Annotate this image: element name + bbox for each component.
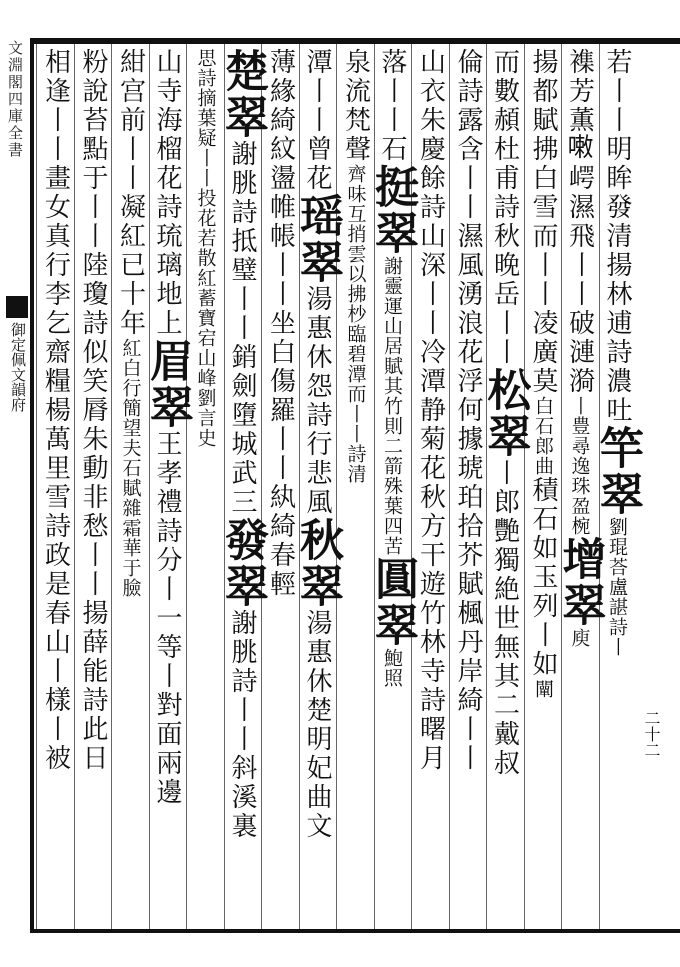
page-margin — [0, 0, 30, 967]
margin-subtitle: 御定佩文韻府 — [9, 322, 27, 412]
text-segment: 闡 — [532, 679, 554, 699]
entry-headword: 秋翠 — [292, 517, 343, 609]
text-segment: 謝朓詩抵璧丨丨銷劍墮城武三 — [227, 140, 257, 517]
text-column — [411, 48, 449, 926]
text-segment: 思詩摘葉疑丨丨投花若散紅 — [194, 48, 217, 288]
text-segment: 泉流梵聲 — [340, 48, 371, 164]
text-segment: 王孝禮詩分丨一等丨對面兩邊 — [152, 430, 182, 807]
text-segment: 湯惠休怨詩行悲風 — [302, 285, 332, 517]
text-segment: 蓄寶宕山峰劉言史 — [194, 288, 217, 448]
text-column — [261, 48, 299, 926]
text-segment: 庾 — [568, 628, 591, 648]
text-segment: 盪帷帳丨丨坐白傷 — [265, 164, 296, 396]
frame-left-border — [30, 38, 34, 933]
text-segment: 羅丨丨紈綺春輕 — [265, 396, 296, 599]
text-column — [524, 48, 562, 926]
entry-headword: 發翠 — [217, 517, 268, 609]
text-column — [142, 48, 193, 926]
text-column — [592, 48, 643, 926]
text-segment: 劉琨荅盧諶詩丨 — [606, 517, 628, 657]
text-segment: 落丨丨石 — [377, 48, 407, 164]
text-segment: 襍芳薫𠻳崿濕飛丨丨破漣漪 — [564, 48, 595, 396]
folio-number: 二十二 — [642, 710, 661, 758]
entry-headword: 楚翠 — [217, 48, 268, 140]
text-segment: 若丨丨明眸發清揚林逋詩濃吐 — [602, 48, 632, 425]
text-segment: 白石郎曲 — [532, 396, 554, 476]
text-column — [367, 48, 418, 926]
text-column — [217, 48, 268, 926]
frame-top-border — [30, 38, 680, 44]
entry-headword: 瑶翠 — [292, 193, 343, 285]
text-segment: 積石如玉列丨如 — [528, 476, 558, 679]
text-column — [479, 48, 531, 926]
entry-headword: 眉翠 — [142, 338, 193, 430]
text-column — [111, 48, 149, 926]
entry-headword: 挺翠 — [367, 164, 418, 256]
text-segment: 詩清 — [344, 444, 367, 484]
text-segment: 紺宫前丨丨凝紅已十年 — [115, 48, 146, 338]
text-segment: 湯惠休楚明妃曲文 — [302, 609, 332, 841]
entry-headword: 增翠 — [554, 536, 606, 628]
text-column — [74, 48, 112, 926]
text-columns — [36, 48, 643, 926]
text-segment: 紅白行簡望夫石賦雜霜華于臉 — [119, 338, 142, 598]
entry-headword: 竿翠 — [592, 425, 643, 517]
text-segment: 謝靈運山居賦其竹則二箭殊葉四苦 — [381, 256, 403, 556]
text-column — [186, 48, 224, 926]
frame-bottom-border — [30, 929, 680, 933]
text-segment: 薄緣綺紋 — [265, 48, 296, 164]
text-segment: 倫詩露含丨丨濕風湧浪花浮何據琥珀拾芥賦楓丹岸綺丨丨 — [453, 48, 483, 773]
text-segment: 丨郎艷獨絶世無其二戴叔 — [489, 459, 520, 778]
text-segment: 揚都賦拂白雪而丨丨凌廣莫 — [528, 48, 558, 396]
text-segment: 山衣朱慶餘詩山深丨丨冷潭静菊花秋方干遊竹林寺詩曙月 — [415, 48, 446, 773]
fishtail-mark — [6, 296, 28, 318]
text-segment: 鮑照 — [381, 648, 403, 688]
text-segment: 粉說苔點于丨丨陸瓊詩似笑脣朱動非愁丨丨揚薛能詩此日 — [78, 48, 108, 773]
text-segment: 齊味互捎雲以拂杪臨碧潭而丨丨 — [344, 164, 367, 444]
text-column — [292, 48, 343, 926]
entry-headword: 松翠 — [479, 367, 531, 459]
margin-title: 文淵閣四庫全書 — [6, 40, 24, 159]
text-column — [36, 48, 74, 926]
text-column — [449, 48, 487, 926]
text-segment: 謝朓詩丨丨斜溪裏 — [227, 609, 257, 841]
entry-headword: 圓翠 — [367, 556, 418, 648]
text-segment: 山寺海榴花詩琉璃地上 — [152, 48, 182, 338]
text-segment: 而數頳杜甫詩秋晚岳丨丨 — [489, 48, 520, 367]
text-segment: 潭丨丨曾花 — [302, 48, 332, 193]
text-segment: 相逢丨丨畫女真行李乞齋糧楊萬里雪詩政是春山丨樣丨被 — [40, 48, 71, 773]
text-segment: 丨豊尋逸珠盈椀 — [568, 396, 591, 536]
